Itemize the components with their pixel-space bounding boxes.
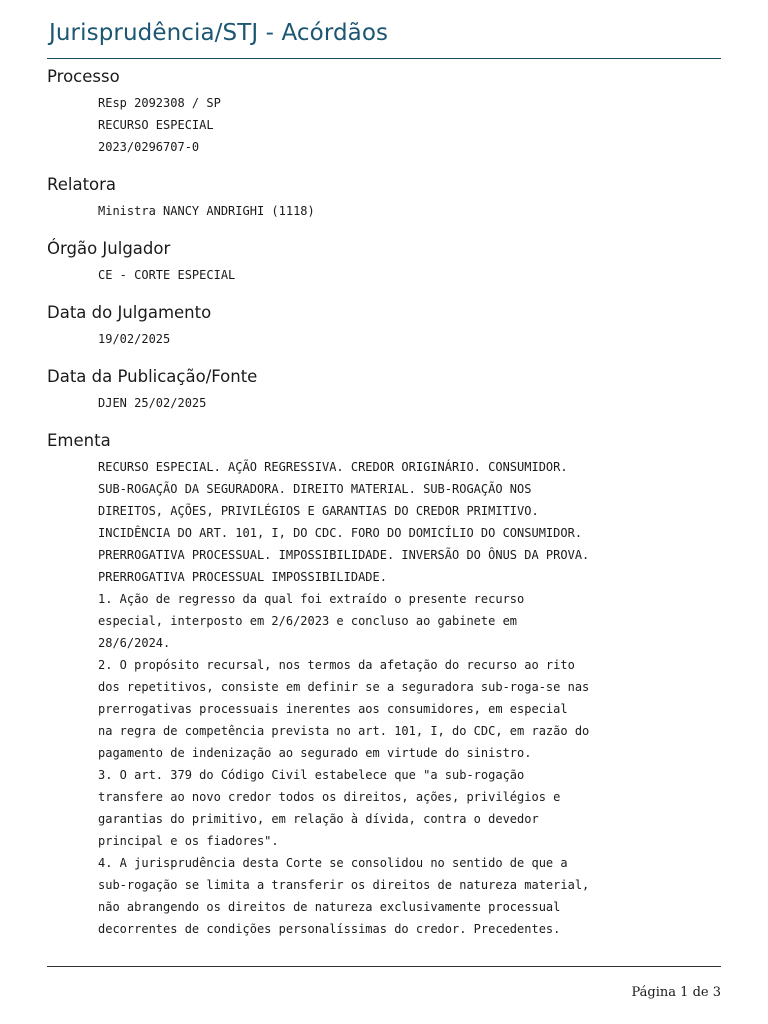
ementa-line: RECURSO ESPECIAL. AÇÃO REGRESSIVA. CREDOR ORIGINÁRIO. CONSUMIDOR. xyxy=(98,460,568,474)
section-title-orgao-julgador: Órgão Julgador xyxy=(47,239,171,258)
ementa-line: INCIDÊNCIA DO ART. 101, I, DO CDC. FORO DO DOMICÍLIO DO CONSUMIDOR. xyxy=(98,526,583,540)
relatora-nome: Ministra NANCY ANDRIGHI (1118) xyxy=(98,204,315,218)
page-title: Jurisprudência/STJ - Acórdãos xyxy=(49,20,389,46)
processo-registro: 2023/0296707-0 xyxy=(98,140,200,154)
ementa-line: SUB-ROGAÇÃO DA SEGURADORA. DIREITO MATERIAL. SUB-ROGAÇÃO NOS xyxy=(98,482,532,496)
section-title-processo: Processo xyxy=(47,67,120,86)
ementa-line: garantias do primitivo, em relação à dívida, contra o devedor xyxy=(98,812,539,826)
ementa-line: não abrangendo os direitos de natureza exclusivamente processual xyxy=(98,900,561,914)
section-title-relatora: Relatora xyxy=(47,175,117,194)
section-body-relatora xyxy=(98,200,721,222)
section-relatora xyxy=(47,170,721,234)
section-title-data-julgamento: Data do Julgamento xyxy=(47,303,212,322)
section-body-data-julgamento xyxy=(98,328,721,350)
section-body-processo xyxy=(98,92,721,158)
orgao-julgador-valor: CE - CORTE ESPECIAL xyxy=(98,268,236,282)
ementa-line: pagamento de indenização ao segurado em virtude do sinistro. xyxy=(98,746,532,760)
ementa-line: prerrogativas processuais inerentes aos consumidores, em especial xyxy=(98,702,568,716)
ementa-line: 4. A jurisprudência desta Corte se consolidou no sentido de que a xyxy=(98,856,568,870)
ementa-line: 3. O art. 379 do Código Civil estabelece que "a sub-rogação xyxy=(98,768,525,782)
ementa-line: transfere ao novo credor todos os direitos, ações, privilégios e xyxy=(98,790,561,804)
footer-divider xyxy=(47,966,721,967)
section-ementa xyxy=(47,426,721,940)
page-number: Página 1 de 3 xyxy=(631,985,721,1000)
section-body-data-publicacao xyxy=(98,392,721,414)
section-title-data-publicacao: Data da Publicação/Fonte xyxy=(47,367,258,386)
section-body-orgao-julgador xyxy=(98,264,721,286)
section-data-publicacao xyxy=(47,362,721,426)
ementa-line: 2. O propósito recursal, nos termos da afetação do recurso ao rito xyxy=(98,658,575,672)
section-processo xyxy=(47,62,721,170)
data-julgamento-valor: 19/02/2025 xyxy=(98,332,171,346)
ementa-line: PRERROGATIVA PROCESSUAL. IMPOSSIBILIDADE. INVERSÃO DO ÔNUS DA PROVA. xyxy=(98,548,590,562)
processo-classe: RECURSO ESPECIAL xyxy=(98,118,214,132)
ementa-line: dos repetitivos, consiste em definir se a seguradora sub-roga-se nas xyxy=(98,680,590,694)
ementa-line: 1. Ação de regresso da qual foi extraído o presente recurso xyxy=(98,592,525,606)
processo-numero: REsp 2092308 / SP xyxy=(98,96,221,110)
ementa-line: especial, interposto em 2/6/2023 e concluso ao gabinete em xyxy=(98,614,518,628)
ementa-line: principal e os fiadores". xyxy=(98,834,279,848)
data-publicacao-valor: DJEN 25/02/2025 xyxy=(98,396,207,410)
document-content xyxy=(47,62,721,940)
section-title-ementa: Ementa xyxy=(47,431,111,450)
section-body-ementa xyxy=(98,456,721,940)
section-orgao-julgador xyxy=(47,234,721,298)
document-header xyxy=(47,18,721,59)
section-data-julgamento xyxy=(47,298,721,362)
ementa-line: PRERROGATIVA PROCESSUAL IMPOSSIBILIDADE. xyxy=(98,570,387,584)
ementa-line: 28/6/2024. xyxy=(98,636,171,650)
ementa-line: DIREITOS, AÇÕES, PRIVILÉGIOS E GARANTIAS DO CREDOR PRIMITIVO. xyxy=(98,504,539,518)
ementa-line: decorrentes de condições personalíssimas do credor. Precedentes. xyxy=(98,922,561,936)
ementa-line: sub-rogação se limita a transferir os direitos de natureza material, xyxy=(98,878,590,892)
ementa-line: na regra de competência prevista no art. 101, I, do CDC, em razão do xyxy=(98,724,590,738)
